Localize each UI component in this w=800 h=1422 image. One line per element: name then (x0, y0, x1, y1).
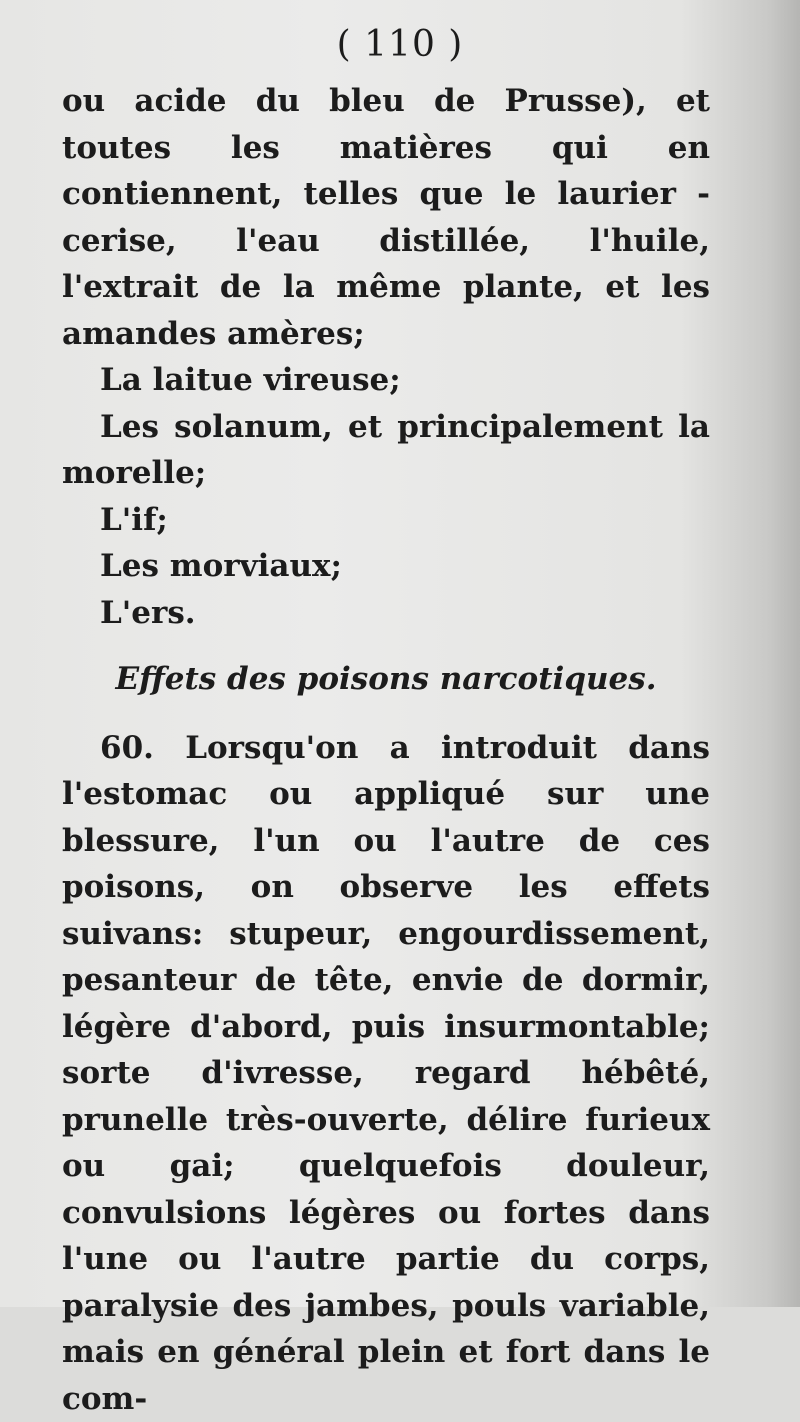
list-item: Les morviaux; (62, 543, 710, 590)
list-item: L'ers. (62, 590, 710, 637)
section-heading: Effets des poisons narcotiques. (62, 656, 710, 703)
list-item: L'if; (62, 497, 710, 544)
body-text (62, 78, 710, 1422)
list-item: La laitue vireuse; (62, 357, 710, 404)
section-paragraph: 60. Lorsqu'on a introduit dans l'estomac ou appliqué sur une blessure, l'un ou l'autre de ces poisons, on observe les effets suivans: stupeur, engourdissement, pesanteur de tête, envie de dormir, légère d'abord, puis insurmontable; sorte d'ivresse, regard hébêté, prunelle très-ouverte, délire furieux ou gai; quelquefois douleur, convulsions légères ou fortes dans l'une ou l'autre partie du corps, paralysie des jambes, pouls variable, mais en général plein et fort dans le com- (62, 725, 710, 1422)
list-item: Les solanum, et principalement la morelle; (62, 404, 710, 497)
page-number: ( 110 ) (0, 24, 800, 65)
paragraph-continuation: ou acide du bleu de Prusse), et toutes les matières qui en contiennent, telles que le laurier - cerise, l'eau distillée, l'huile, l'extrait de la même plante, et les amandes amères; (62, 78, 710, 357)
